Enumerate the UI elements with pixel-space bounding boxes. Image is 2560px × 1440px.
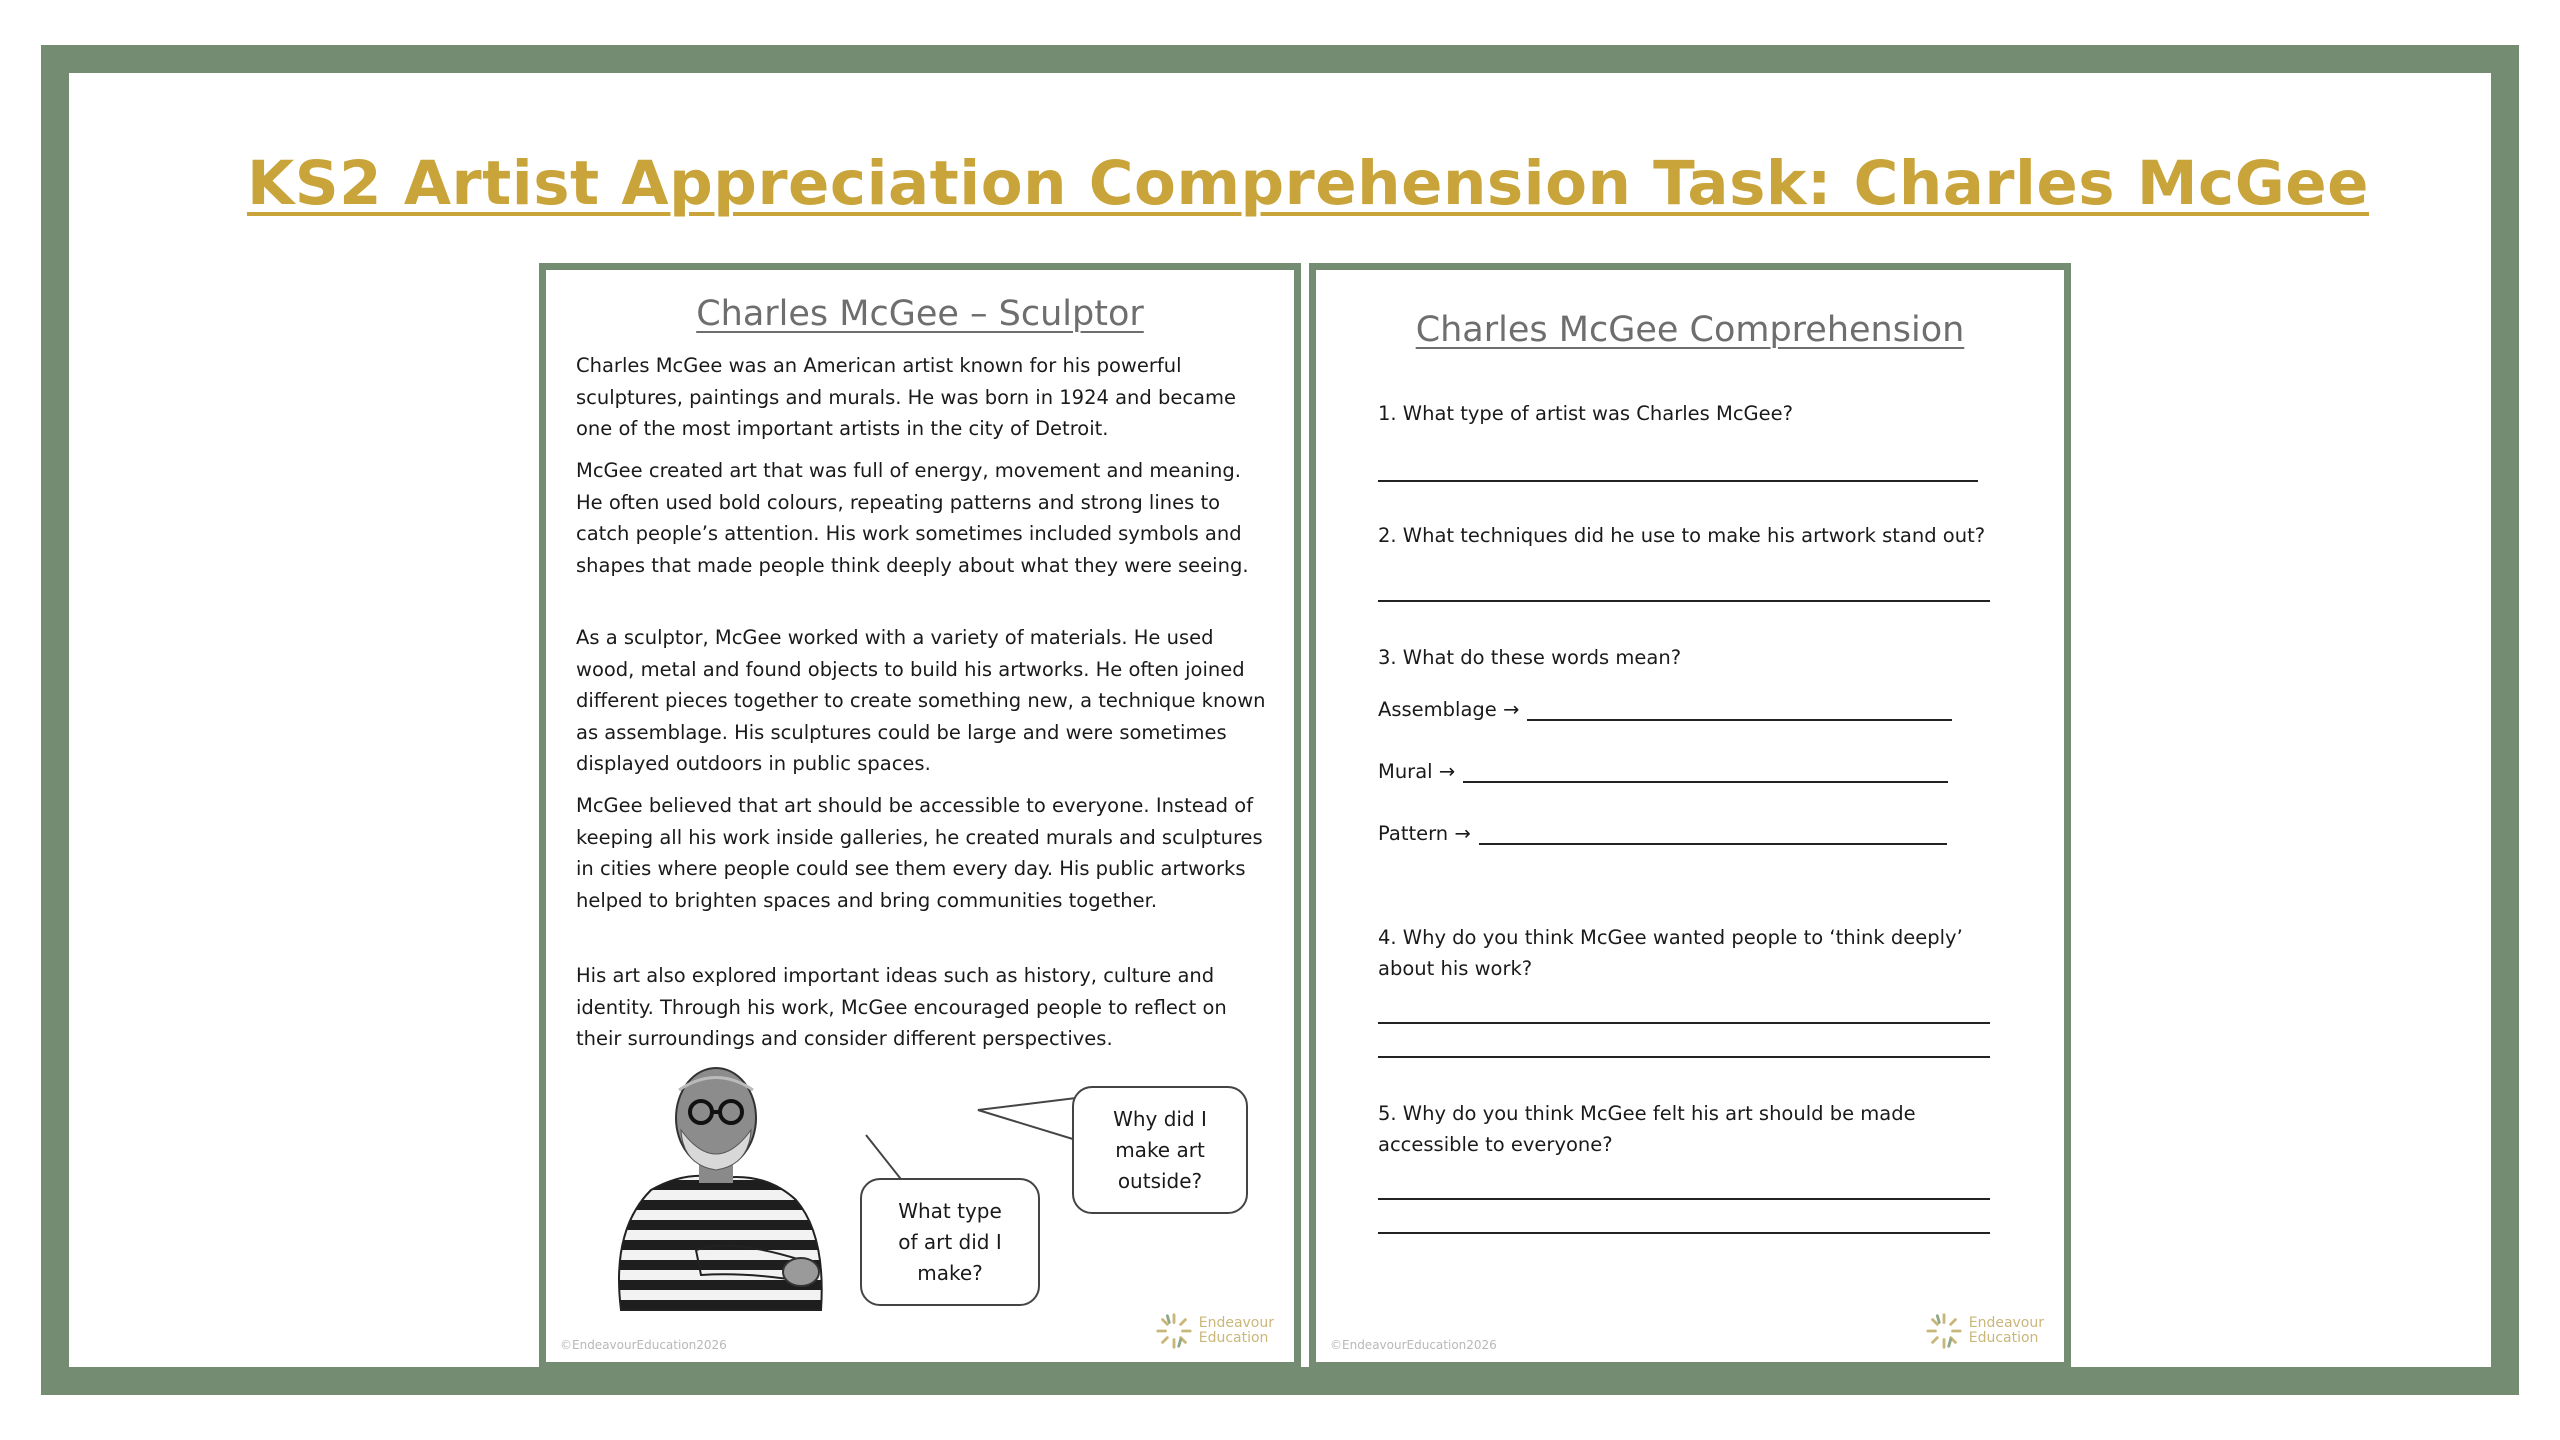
comprehension-sheet-title: Charles McGee Comprehension	[1415, 310, 1965, 350]
answer-line-4a[interactable]	[1378, 1022, 1990, 1024]
word-assemblage-label: Assemblage →	[1378, 698, 1520, 721]
word-mural-label: Mural →	[1378, 760, 1456, 783]
question-4: 4. Why do you think McGee wanted people to ‘think deeply’ about his work?	[1378, 926, 1963, 980]
word-pattern-label: Pattern →	[1378, 822, 1471, 845]
speech-bubble-art-outside	[1072, 1086, 1248, 1214]
paragraph-1: Charles McGee was an American artist known for his powerful sculptures, paintings and murals. He was born in 1924 and became one of the most important artists in the city of Detroit.	[576, 354, 1237, 440]
question-2: 2. What techniques did he use to make his artwork stand out?	[1378, 524, 1986, 547]
logo-line-1: Endeavour	[1968, 1315, 2044, 1331]
paragraph-2: McGee created art that was full of energy, movement and meaning. He often used bold colours, repeating patterns and strong lines to catch people’s attention. His work sometimes included symbols and shapes that made people think deeply about what they were seeing.	[576, 459, 1249, 577]
speech-bubble-tail-2	[976, 1090, 1086, 1150]
question-1: 1. What type of artist was Charles McGee?	[1378, 402, 1793, 425]
word-assemblage[interactable]	[1378, 698, 1952, 721]
paragraph-3: As a sculptor, McGee worked with a variety of materials. He used wood, metal and found objects to build his artworks. He often joined different pieces together to create something new, a technique known as assemblage. His sculptures could be large and were sometimes displayed outdoors in public spaces.	[576, 626, 1266, 775]
question-3: 3. What do these words mean?	[1378, 646, 1682, 669]
sunburst-icon	[1155, 1312, 1193, 1350]
copyright-text: ©EndeavourEducation2026	[560, 1338, 727, 1352]
copyright-text: ©EndeavourEducation2026	[1330, 1338, 1497, 1352]
answer-line-5b[interactable]	[1378, 1232, 1990, 1234]
endeavour-education-logo	[1155, 1312, 1274, 1350]
answer-line-4b[interactable]	[1378, 1056, 1990, 1058]
slide-frame	[41, 45, 2519, 1395]
paragraph-5: His art also explored important ideas such as history, culture and identity. Through his work, McGee encouraged people to reflect on their surroundings and consider different perspectives.	[576, 964, 1227, 1050]
answer-line-1[interactable]	[1378, 480, 1978, 482]
logo-line-2: Education	[1198, 1330, 1269, 1346]
endeavour-education-logo	[1925, 1312, 2044, 1350]
speech-bubble-art-outside-text: Why did I make art outside?	[1113, 1106, 1207, 1193]
charles-mcgee-portrait	[601, 1060, 841, 1320]
page-title: KS2 Artist Appreciation Comprehension Task: Charles McGee	[246, 148, 2370, 219]
word-pattern[interactable]	[1378, 822, 1947, 845]
answer-line-2[interactable]	[1378, 600, 1990, 602]
word-mural[interactable]	[1378, 760, 1948, 783]
comprehension-sheet	[1309, 263, 2071, 1369]
reading-sheet-title: Charles McGee – Sculptor	[696, 294, 1144, 334]
logo-line-1: Endeavour	[1198, 1315, 1274, 1331]
sunburst-icon	[1925, 1312, 1963, 1350]
question-5: 5. Why do you think McGee felt his art should be made accessible to everyone?	[1378, 1102, 1916, 1156]
reading-sheet	[539, 263, 1301, 1369]
speech-bubble-art-type	[860, 1178, 1040, 1306]
speech-bubble-art-type-text: What type of art did I make?	[898, 1198, 1002, 1285]
paragraph-4: McGee believed that art should be accessible to everyone. Instead of keeping all his work inside galleries, he created murals and sculptures in cities where people could see them every day. His public artworks helped to brighten spaces and bring communities together.	[576, 794, 1263, 912]
answer-line-5a[interactable]	[1378, 1198, 1990, 1200]
logo-line-2: Education	[1968, 1330, 2039, 1346]
